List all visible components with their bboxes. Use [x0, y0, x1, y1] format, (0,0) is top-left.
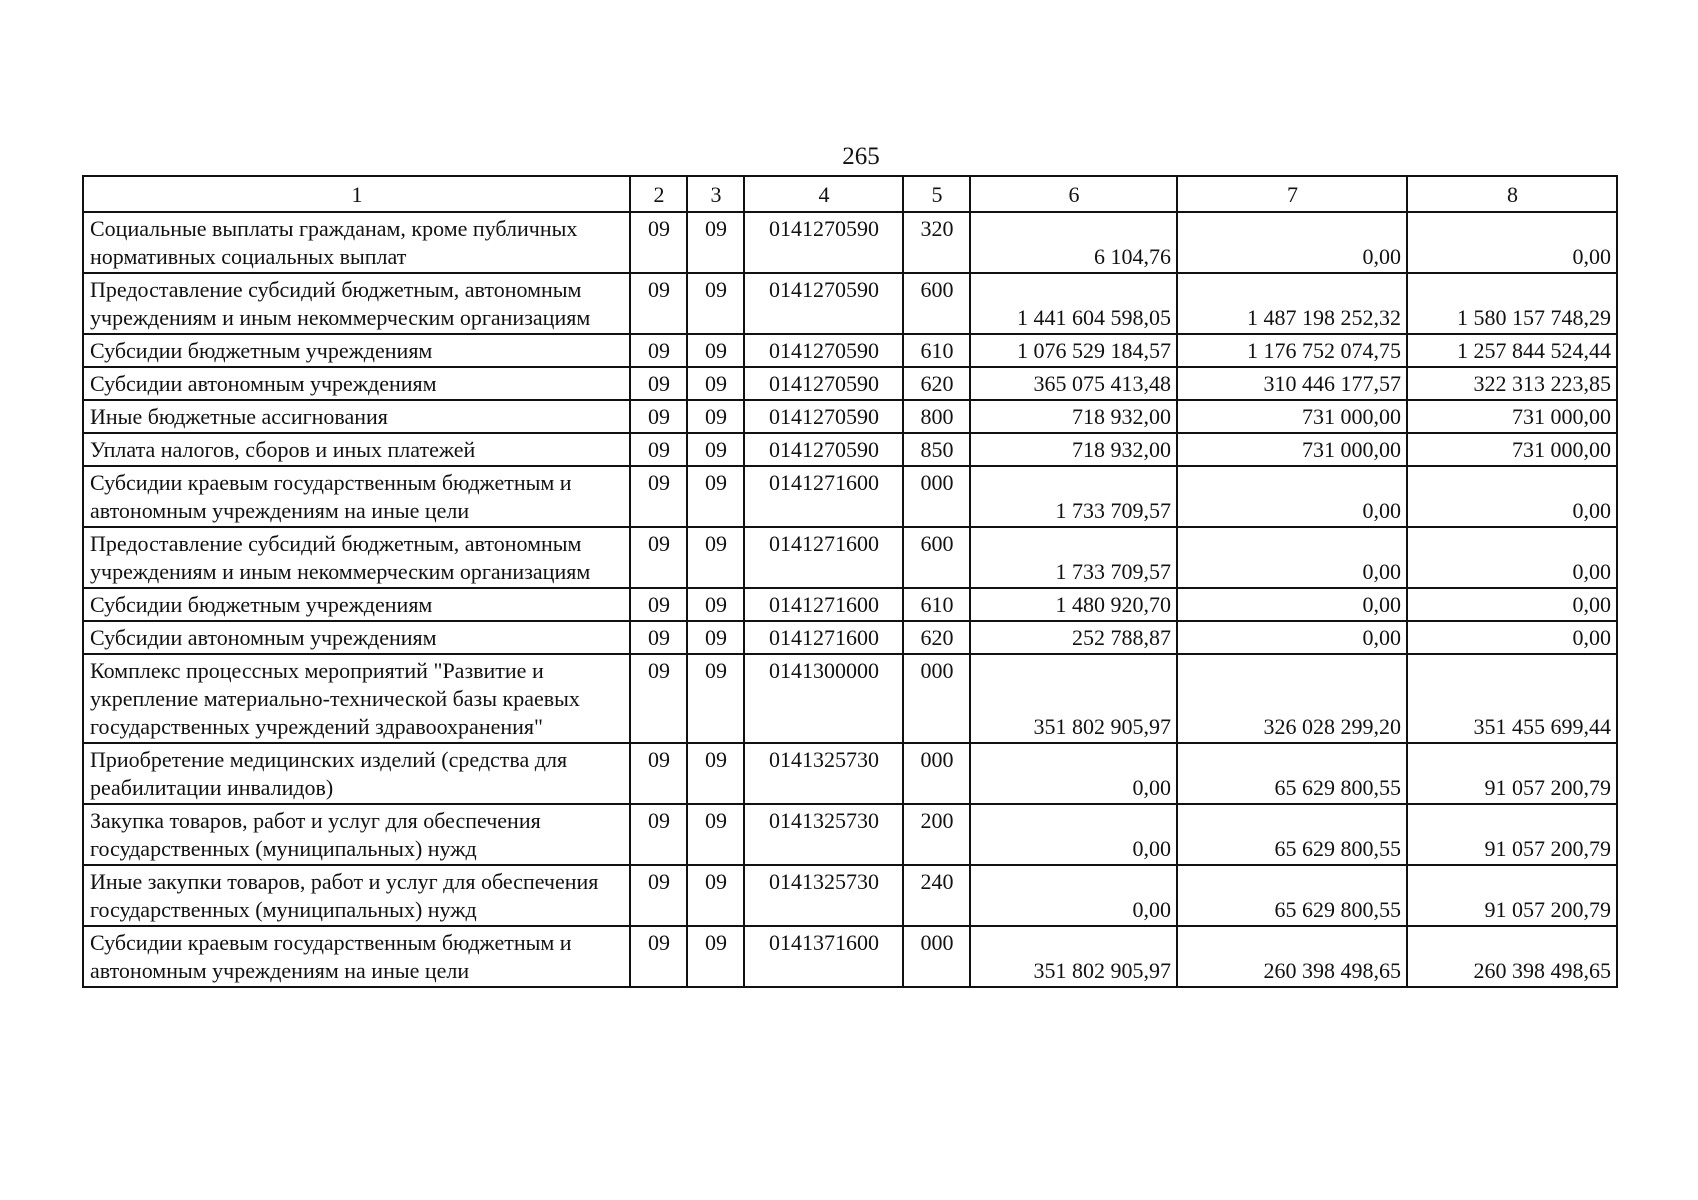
table-row [83, 273, 1617, 334]
amount-col7-cell: 0,00 [1177, 212, 1407, 273]
amount-col6-cell: 718 932,00 [970, 400, 1177, 433]
expense-type-cell: 600 [903, 273, 970, 334]
section-code-cell: 09 [630, 334, 687, 367]
expense-type-cell: 800 [903, 400, 970, 433]
subsection-code-cell: 09 [687, 865, 744, 926]
table-row [83, 334, 1617, 367]
amount-col8-cell: 1 257 844 524,44 [1407, 334, 1617, 367]
target-article-cell: 0141270590 [744, 212, 903, 273]
row-name-cell: Субсидии краевым государственным бюджетным и автономным учреждениям на иные цели [83, 466, 630, 527]
subsection-code-cell: 09 [687, 273, 744, 334]
target-article-cell: 0141271600 [744, 588, 903, 621]
row-name-cell: Субсидии краевым государственным бюджетным и автономным учреждениям на иные цели [83, 926, 630, 987]
subsection-code-cell: 09 [687, 527, 744, 588]
section-code-cell: 09 [630, 588, 687, 621]
section-code-cell: 09 [630, 433, 687, 466]
amount-col6-cell: 365 075 413,48 [970, 367, 1177, 400]
section-code-cell: 09 [630, 367, 687, 400]
row-name-cell: Иные бюджетные ассигнования [83, 400, 630, 433]
section-code-cell: 09 [630, 743, 687, 804]
amount-col8-cell: 260 398 498,65 [1407, 926, 1617, 987]
amount-col8-cell: 351 455 699,44 [1407, 654, 1617, 743]
subsection-code-cell: 09 [687, 367, 744, 400]
target-article-cell: 0141270590 [744, 273, 903, 334]
column-header: 2 [630, 176, 687, 212]
target-article-cell: 0141271600 [744, 621, 903, 654]
row-name-cell: Социальные выплаты гражданам, кроме публичных нормативных социальных выплат [83, 212, 630, 273]
expense-type-cell: 320 [903, 212, 970, 273]
row-name-cell: Субсидии бюджетным учреждениям [83, 334, 630, 367]
expense-type-cell: 240 [903, 865, 970, 926]
expense-type-cell: 000 [903, 743, 970, 804]
subsection-code-cell: 09 [687, 654, 744, 743]
row-name-cell: Субсидии автономным учреждениям [83, 621, 630, 654]
target-article-cell: 0141271600 [744, 466, 903, 527]
column-header: 1 [83, 176, 630, 212]
subsection-code-cell: 09 [687, 926, 744, 987]
amount-col8-cell: 322 313 223,85 [1407, 367, 1617, 400]
target-article-cell: 0141371600 [744, 926, 903, 987]
amount-col6-cell: 718 932,00 [970, 433, 1177, 466]
table-row [83, 654, 1617, 743]
amount-col8-cell: 0,00 [1407, 466, 1617, 527]
subsection-code-cell: 09 [687, 804, 744, 865]
expense-type-cell: 620 [903, 621, 970, 654]
amount-col6-cell: 1 480 920,70 [970, 588, 1177, 621]
row-name-cell: Предоставление субсидий бюджетным, автономным учреждениям и иным некоммерческим организациям [83, 273, 630, 334]
column-header: 7 [1177, 176, 1407, 212]
amount-col7-cell: 65 629 800,55 [1177, 743, 1407, 804]
table-row [83, 400, 1617, 433]
table-row [83, 367, 1617, 400]
table-row [83, 466, 1617, 527]
table-row [83, 621, 1617, 654]
amount-col8-cell: 0,00 [1407, 588, 1617, 621]
row-name-cell: Предоставление субсидий бюджетным, автономным учреждениям и иным некоммерческим организациям [83, 527, 630, 588]
amount-col7-cell: 731 000,00 [1177, 400, 1407, 433]
amount-col8-cell: 0,00 [1407, 212, 1617, 273]
subsection-code-cell: 09 [687, 621, 744, 654]
amount-col6-cell: 1 733 709,57 [970, 466, 1177, 527]
column-header: 4 [744, 176, 903, 212]
subsection-code-cell: 09 [687, 588, 744, 621]
amount-col8-cell: 0,00 [1407, 621, 1617, 654]
table-row [83, 527, 1617, 588]
expense-type-cell: 620 [903, 367, 970, 400]
target-article-cell: 0141300000 [744, 654, 903, 743]
section-code-cell: 09 [630, 804, 687, 865]
amount-col7-cell: 260 398 498,65 [1177, 926, 1407, 987]
expense-type-cell: 610 [903, 334, 970, 367]
amount-col8-cell: 91 057 200,79 [1407, 865, 1617, 926]
page-number: 265 [842, 143, 880, 170]
expense-type-cell: 000 [903, 926, 970, 987]
subsection-code-cell: 09 [687, 400, 744, 433]
row-name-cell: Комплекс процессных мероприятий "Развитие и укрепление материально-технической базы краевых государственных учреждений здравоохранения" [83, 654, 630, 743]
target-article-cell: 0141270590 [744, 367, 903, 400]
target-article-cell: 0141270590 [744, 334, 903, 367]
subsection-code-cell: 09 [687, 466, 744, 527]
amount-col7-cell: 310 446 177,57 [1177, 367, 1407, 400]
section-code-cell: 09 [630, 527, 687, 588]
amount-col8-cell: 91 057 200,79 [1407, 743, 1617, 804]
amount-col8-cell: 0,00 [1407, 527, 1617, 588]
table-header-row [83, 176, 1617, 212]
amount-col7-cell: 0,00 [1177, 466, 1407, 527]
amount-col7-cell: 1 487 198 252,32 [1177, 273, 1407, 334]
section-code-cell: 09 [630, 926, 687, 987]
subsection-code-cell: 09 [687, 433, 744, 466]
expense-type-cell: 200 [903, 804, 970, 865]
target-article-cell: 0141325730 [744, 865, 903, 926]
section-code-cell: 09 [630, 621, 687, 654]
target-article-cell: 0141325730 [744, 743, 903, 804]
subsection-code-cell: 09 [687, 334, 744, 367]
row-name-cell: Закупка товаров, работ и услуг для обеспечения государственных (муниципальных) нужд [83, 804, 630, 865]
section-code-cell: 09 [630, 212, 687, 273]
amount-col6-cell: 0,00 [970, 743, 1177, 804]
budget-table [82, 175, 1618, 988]
row-name-cell: Уплата налогов, сборов и иных платежей [83, 433, 630, 466]
expense-type-cell: 850 [903, 433, 970, 466]
amount-col6-cell: 0,00 [970, 804, 1177, 865]
amount-col6-cell: 1 076 529 184,57 [970, 334, 1177, 367]
amount-col6-cell: 1 733 709,57 [970, 527, 1177, 588]
table-body [83, 176, 1617, 987]
amount-col7-cell: 326 028 299,20 [1177, 654, 1407, 743]
amount-col6-cell: 1 441 604 598,05 [970, 273, 1177, 334]
amount-col8-cell: 1 580 157 748,29 [1407, 273, 1617, 334]
row-name-cell: Иные закупки товаров, работ и услуг для обеспечения государственных (муниципальных) нужд [83, 865, 630, 926]
expense-type-cell: 610 [903, 588, 970, 621]
expense-type-cell: 600 [903, 527, 970, 588]
amount-col7-cell: 0,00 [1177, 588, 1407, 621]
section-code-cell: 09 [630, 466, 687, 527]
amount-col7-cell: 0,00 [1177, 621, 1407, 654]
column-header: 6 [970, 176, 1177, 212]
table-row [83, 212, 1617, 273]
amount-col6-cell: 0,00 [970, 865, 1177, 926]
target-article-cell: 0141270590 [744, 400, 903, 433]
expense-type-cell: 000 [903, 654, 970, 743]
amount-col8-cell: 731 000,00 [1407, 400, 1617, 433]
target-article-cell: 0141271600 [744, 527, 903, 588]
amount-col8-cell: 91 057 200,79 [1407, 804, 1617, 865]
column-header: 8 [1407, 176, 1617, 212]
amount-col6-cell: 351 802 905,97 [970, 654, 1177, 743]
amount-col7-cell: 0,00 [1177, 527, 1407, 588]
section-code-cell: 09 [630, 865, 687, 926]
expense-type-cell: 000 [903, 466, 970, 527]
section-code-cell: 09 [630, 654, 687, 743]
column-header: 5 [903, 176, 970, 212]
column-header: 3 [687, 176, 744, 212]
amount-col7-cell: 65 629 800,55 [1177, 865, 1407, 926]
section-code-cell: 09 [630, 400, 687, 433]
row-name-cell: Субсидии автономным учреждениям [83, 367, 630, 400]
table-row [83, 926, 1617, 987]
table-row [83, 588, 1617, 621]
amount-col6-cell: 6 104,76 [970, 212, 1177, 273]
row-name-cell: Приобретение медицинских изделий (средства для реабилитации инвалидов) [83, 743, 630, 804]
table-row [83, 743, 1617, 804]
table-row [83, 865, 1617, 926]
subsection-code-cell: 09 [687, 743, 744, 804]
target-article-cell: 0141270590 [744, 433, 903, 466]
row-name-cell: Субсидии бюджетным учреждениям [83, 588, 630, 621]
section-code-cell: 09 [630, 273, 687, 334]
subsection-code-cell: 09 [687, 212, 744, 273]
amount-col6-cell: 252 788,87 [970, 621, 1177, 654]
target-article-cell: 0141325730 [744, 804, 903, 865]
amount-col7-cell: 1 176 752 074,75 [1177, 334, 1407, 367]
amount-col8-cell: 731 000,00 [1407, 433, 1617, 466]
table-row [83, 804, 1617, 865]
table-row [83, 433, 1617, 466]
amount-col6-cell: 351 802 905,97 [970, 926, 1177, 987]
amount-col7-cell: 731 000,00 [1177, 433, 1407, 466]
amount-col7-cell: 65 629 800,55 [1177, 804, 1407, 865]
